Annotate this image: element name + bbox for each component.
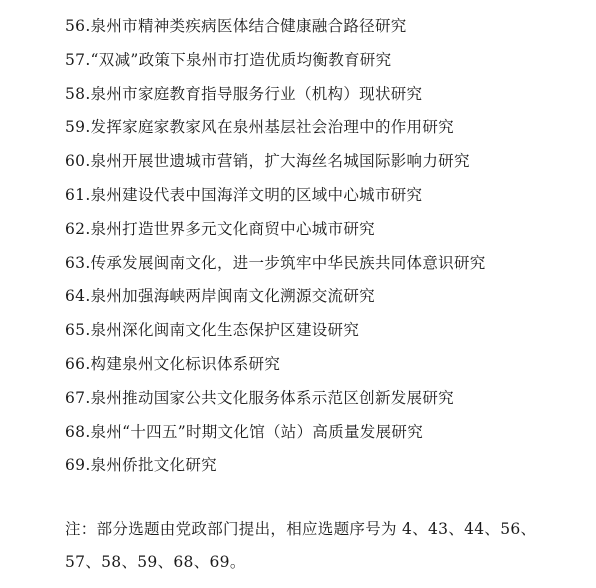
topic-item-61: 61.泉州建设代表中国海洋文明的区域中心城市研究 <box>65 185 423 204</box>
topic-item-67: 67.泉州推动国家公共文化服务体系示范区创新发展研究 <box>65 388 454 407</box>
footnote <box>65 513 545 579</box>
topic-item-57: 57.“双减”政策下泉州市打造优质均衡教育研究 <box>65 50 392 69</box>
topic-item-64: 64.泉州加强海峡两岸闽南文化溯源交流研究 <box>65 287 375 306</box>
topic-item-69: 69.泉州侨批文化研究 <box>65 456 217 475</box>
topic-item-62: 62.泉州打造世界多元文化商贸中心城市研究 <box>65 219 375 238</box>
topic-item-59: 59.发挥家庭家教家风在泉州基层社会治理中的作用研究 <box>65 118 454 137</box>
footnote-line-1: 注：部分选题由党政部门提出，相应选题序号为 4、43、44、56、 <box>65 520 537 538</box>
topic-item-68: 68.泉州“十四五”时期文化馆（站）高质量发展研究 <box>65 422 423 441</box>
topic-item-56: 56.泉州市精神类疾病医体结合健康融合路径研究 <box>65 17 407 35</box>
topic-item-63: 63.传承发展闽南文化，进一步筑牢中华民族共同体意识研究 <box>65 253 486 272</box>
topic-item-58: 58.泉州市家庭教育指导服务行业（机构）现状研究 <box>65 84 423 103</box>
topic-item-66: 66.构建泉州文化标识体系研究 <box>65 354 281 373</box>
footnote-line-2: 57、58、59、68、69。 <box>65 553 246 571</box>
research-topic-list <box>65 10 486 483</box>
topic-item-60: 60.泉州开展世遗城市营销，扩大海丝名城国际影响力研究 <box>65 152 470 171</box>
topic-item-65: 65.泉州深化闽南文化生态保护区建设研究 <box>65 321 360 340</box>
